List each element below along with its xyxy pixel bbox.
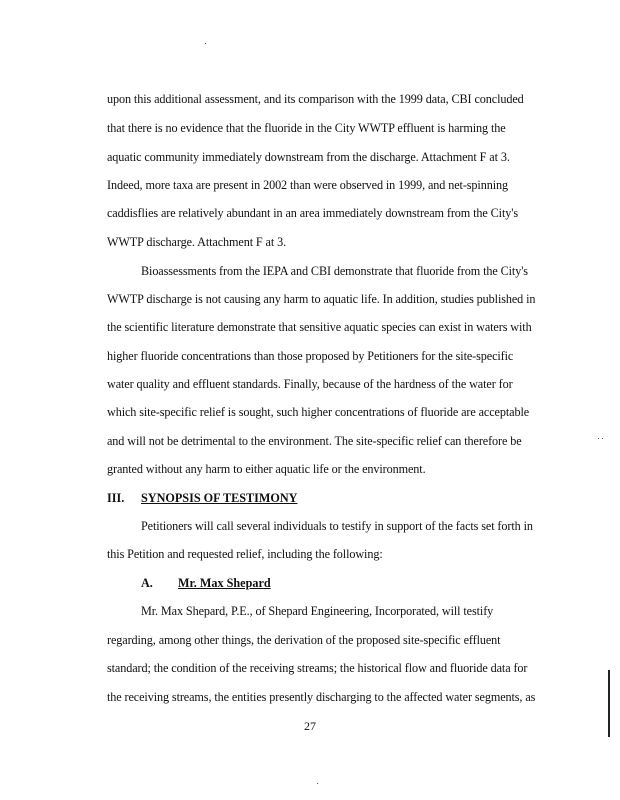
paragraph-4-line-1: Mr. Max Shepard, P.E., of Shepard Engineering, Incorporated, will testify — [141, 604, 494, 618]
paragraph-3-line-1: Petitioners will call several individuals to testify in support of the facts set forth in — [141, 519, 533, 533]
paragraph-2-line-2: WWTP discharge is not causing any harm to aquatic life. In addition, studies published in — [107, 292, 536, 306]
scan-speck — [205, 43, 206, 44]
paragraph-2-line-1: Bioassessments from the IEPA and CBI demonstrate that fluoride from the City's — [141, 264, 528, 278]
paragraph-1-line-4: Indeed, more taxa are present in 2002 than were observed in 1999, and net-spinning — [107, 178, 508, 192]
section-title: SYNOPSIS OF TESTIMONY — [141, 491, 298, 505]
revision-bar — [608, 670, 610, 737]
paragraph-4-line-4: the receiving streams, the entities presently discharging to the affected water segments, as — [107, 690, 536, 704]
paragraph-2-line-5: water quality and effluent standards. Finally, because of the hardness of the water for — [107, 377, 513, 391]
paragraph-1-line-1: upon this additional assessment, and its comparison with the 1999 data, CBI concluded — [107, 92, 524, 106]
paragraph-2-line-6: which site-specific relief is sought, such higher concentrations of fluoride are acceptable — [107, 405, 530, 419]
page-number: 27 — [304, 719, 316, 733]
paragraph-2-line-4: higher fluoride concentrations than those proposed by Petitioners for the site-specific — [107, 349, 514, 363]
scan-speck — [317, 783, 318, 784]
paragraph-2-line-8: granted without any harm to either aquatic life or the environment. — [107, 462, 426, 476]
subsection-title: Mr. Max Shepard — [178, 576, 271, 590]
paragraph-1-line-3: aquatic community immediately downstream from the discharge. Attachment F at 3. — [107, 150, 510, 164]
scan-speck — [598, 438, 599, 439]
subsection-letter: A. — [141, 576, 153, 590]
paragraph-1-line-6: WWTP discharge. Attachment F at 3. — [107, 235, 287, 249]
paragraph-2-line-3: the scientific literature demonstrate that sensitive aquatic species can exist in waters with — [107, 320, 532, 334]
paragraph-3-line-2: this Petition and requested relief, including the following: — [107, 547, 383, 561]
scan-speck — [602, 438, 603, 439]
paragraph-1-line-5: caddisflies are relatively abundant in an area immediately downstream from the City's — [107, 206, 518, 220]
paragraph-1-line-2: that there is no evidence that the fluoride in the City WWTP effluent is harming the — [107, 121, 506, 135]
paragraph-4-line-2: regarding, among other things, the derivation of the proposed site-specific effluent — [107, 633, 501, 647]
paragraph-4-line-3: standard; the condition of the receiving streams; the historical flow and fluoride data for — [107, 661, 528, 675]
section-number: III. — [107, 491, 125, 505]
paragraph-2-line-7: and will not be detrimental to the environment. The site-specific relief can therefore be — [107, 434, 522, 448]
